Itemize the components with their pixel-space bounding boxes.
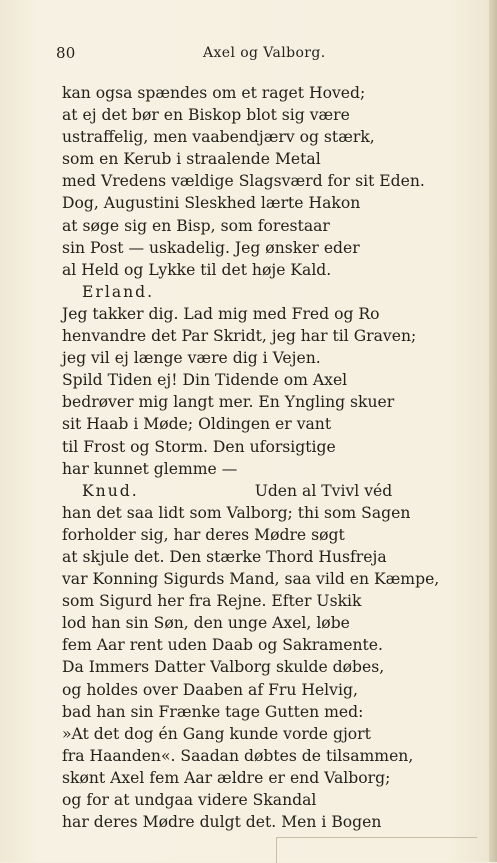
text-line: med Vredens vældige Slagsværd for sit Eden. [62, 172, 425, 191]
speaker-line-knud [62, 480, 492, 502]
text-line: henvandre det Par Skridt, jeg har til Graven; [62, 327, 417, 346]
text-line: »At det dog én Gang kunde vorde gjort [62, 724, 371, 743]
text-fragment: Uden al Tvivl véd [254, 481, 393, 500]
page-number: 80 [56, 44, 76, 62]
text-line: skønt Axel fem Aar ældre er end Valborg; [62, 768, 391, 787]
text-line: Spild Tiden ej! Din Tidende om Axel [62, 371, 348, 390]
text-line: bad han sin Frænke tage Gutten med: [62, 702, 364, 721]
running-title: Axel og Valborg. [203, 45, 326, 61]
text-line: at skjule det. Den stærke Thord Husfreja [62, 547, 387, 566]
verse-text [62, 82, 492, 833]
text-line: Jeg takker dig. Lad mig med Fred og Ro [62, 304, 380, 323]
text-line: Da Immers Datter Valborg skulde døbes, [62, 658, 385, 677]
speaker-knud: Knud. [82, 481, 139, 500]
text-line: al Held og Lykke til det høje Kald. [62, 260, 332, 279]
text-line: han det saa lidt som Valborg; thi som Sagen [62, 503, 411, 522]
text-line: som Sigurd her fra Rejne. Efter Uskik [62, 592, 362, 611]
page-header [56, 44, 456, 64]
text-line: Dog, Augustini Sleskhed lærte Hakon [62, 194, 361, 213]
text-line: jeg vil ej længe være dig i Vejen. [62, 349, 321, 368]
text-line: sin Post — uskadelig. Jeg ønsker eder [62, 238, 360, 257]
text-line: lod han sin Søn, den unge Axel, løbe [62, 614, 350, 633]
text-line: som en Kerub i straalende Metal [62, 150, 321, 169]
text-line: bedrøver mig langt mer. En Yngling skuer [62, 393, 395, 412]
text-line: fem Aar rent uden Daab og Sakramente. [62, 636, 383, 655]
text-line: ustraffelig, men vaabendjærv og stærk, [62, 128, 375, 147]
text-line: var Konning Sigurds Mand, saa vild en Kæmpe, [62, 570, 440, 589]
text-line: fra Haanden«. Saadan døbtes de tilsammen, [62, 746, 414, 765]
text-line: har deres Mødre dulgt det. Men i Bogen [62, 813, 382, 832]
text-line: at ej det bør en Biskop blot sig være [62, 106, 350, 125]
text-line: til Frost og Storm. Den uforsigtige [62, 437, 336, 456]
speaker-erland: Erland. [82, 282, 155, 301]
page-edge [489, 0, 497, 862]
text-line: og holdes over Daaben af Fru Helvig, [62, 680, 358, 699]
text-line: og for at undgaa videre Skandal [62, 791, 317, 809]
text-line: forholder sig, har deres Mødre søgt [62, 525, 345, 544]
page-bottom-mark [276, 837, 477, 863]
text-line: sit Haab i Møde; Oldingen er vant [62, 415, 332, 434]
text-line: at søge sig en Bisp, som forestaar [62, 216, 330, 235]
text-line: kan ogsa spændes om et raget Hoved; [62, 84, 366, 102]
text-line: har kunnet glemme — [62, 459, 238, 478]
